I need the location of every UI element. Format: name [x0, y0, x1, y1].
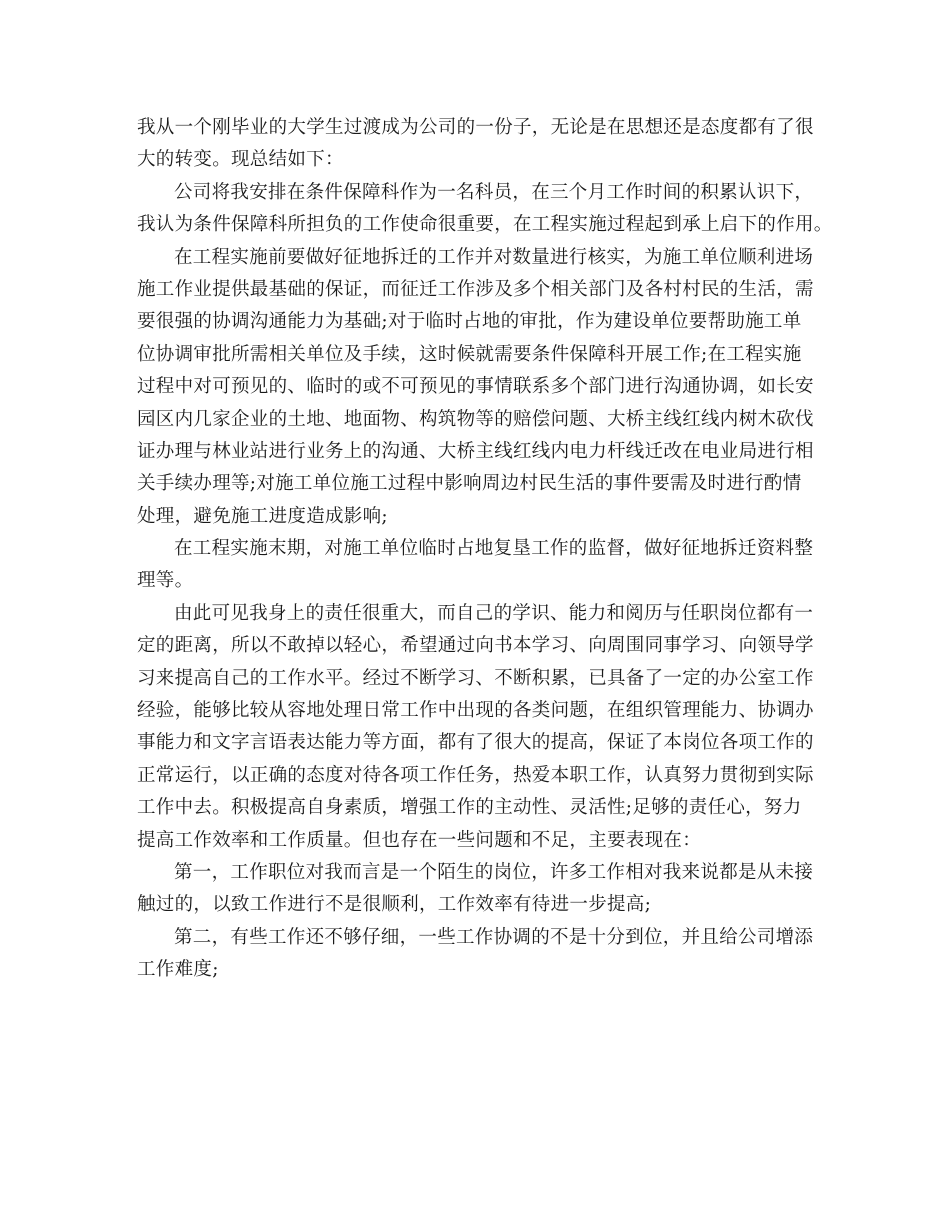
text-line: 关手续办理等;对施工单位施工过程中影响周边村民生活的事件要需及时进行酌情	[137, 473, 802, 495]
text-line: 过程中对可预见的、临时的或不可预见的事情联系多个部门进行沟通协调，如长安	[137, 376, 814, 398]
text-line: 正常运行，以正确的态度对待各项工作任务，热爱本职工作，认真努力贯彻到实际	[137, 764, 814, 786]
text-line: 处理，避免施工进度造成影响;	[137, 505, 388, 527]
text-line: 在工程实施前要做好征地拆迁的工作并对数量进行核实，为施工单位顺利进场	[174, 246, 814, 268]
text-line: 要很强的协调沟通能力为基础;对于临时占地的审批，作为建设单位要帮助施工单	[137, 311, 802, 333]
text-line: 提高工作效率和工作质量。但也存在一些问题和不足，主要表现在：	[137, 829, 702, 851]
text-line: 事能力和文字言语表达能力等方面，都有了很大的提高，保证了本岗位各项工作的	[137, 732, 814, 754]
text-line: 经验，能够比较从容地处理日常工作中出现的各类问题，在组织管理能力、协调办	[137, 700, 814, 722]
text-line: 在工程实施末期，对施工单位临时占地复垦工作的监督，做好征地拆迁资料整	[174, 538, 814, 560]
text-line: 我认为条件保障科所担负的工作使命很重要，在工程实施过程起到承上启下的作用。	[137, 214, 833, 236]
text-line: 公司将我安排在条件保障科作为一名科员，在三个月工作时间的积累认识下，	[174, 181, 814, 203]
text-line: 工作中去。积极提高自身素质，增强工作的主动性、灵活性;足够的责任心，努力	[137, 797, 802, 819]
text-line: 定的距离，所以不敢掉以轻心，希望通过向书本学习、向周围同事学习、向领导学	[137, 635, 814, 657]
text-line: 触过的，以致工作进行不是很顺利，工作效率有待进一步提高;	[137, 894, 652, 916]
text-line: 理等。	[137, 570, 194, 592]
text-line: 施工作业提供最基础的保证，而征迁工作涉及多个相关部门及各村村民的生活，需	[137, 278, 814, 300]
text-line: 证办理与林业站进行业务上的沟通、大桥主线红线内电力杆线迁改在电业局进行相	[137, 440, 814, 462]
text-line: 园区内几家企业的土地、地面物、构筑物等的赔偿问题、大桥主线红线内树木砍伐	[137, 408, 814, 430]
text-line: 第二，有些工作还不够仔细，一些工作协调的不是十分到位，并且给公司增添	[174, 926, 814, 948]
text-line: 第一，工作职位对我而言是一个陌生的岗位，许多工作相对我来说都是从未接	[174, 861, 814, 883]
text-line: 我从一个刚毕业的大学生过渡成为公司的一份子，无论是在思想还是态度都有了很	[137, 117, 814, 138]
text-line: 由此可见我身上的责任很重大，而自己的学识、能力和阅历与任职岗位都有一	[174, 602, 814, 624]
text-line: 大的转变。现总结如下：	[137, 149, 344, 171]
text-line: 习来提高自己的工作水平。经过不断学习、不断积累，已具备了一定的办公室工作	[137, 667, 814, 689]
text-line: 工作难度;	[137, 959, 219, 981]
text-line: 位协调审批所需相关单位及手续，这时候就需要条件保障科开展工作;在工程实施	[137, 343, 802, 365]
document-body	[137, 112, 833, 987]
